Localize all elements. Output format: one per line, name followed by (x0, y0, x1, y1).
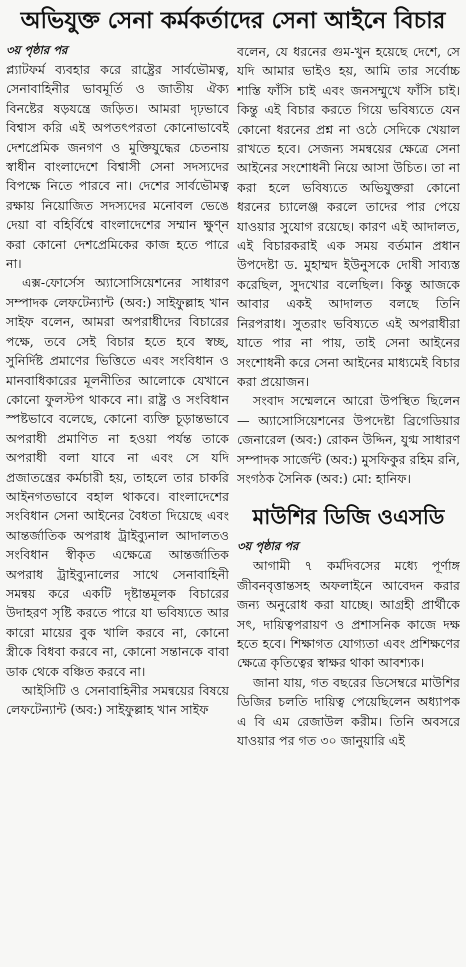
paragraph: আইসিটি ও সেনাবাহিনীর সমন্বয়ের বিষয়ে লেফটেন্যান্ট (অব:) সাইফুল্লাহ খান সাইফ (6, 683, 229, 718)
paragraph: সংবাদ সম্মেলনে আরো উপস্থিত ছিলেন— অ্যাসোসিয়েশনের উপদেষ্টা ব্রিগেডিয়ার জেনারেল (অব:) রোকন উদ্দিন, যুগ্ম সাধারণ সম্পাদক সার্জেন্ট (অব:) মুসফিকুর রহিম রনি, সংগঠক সৈনিক (অব:) মো: হানিফ। (237, 393, 460, 486)
paragraph: এক্স-ফোর্সেস অ্যাসোসিয়েশনের সাধারণ সম্পাদক লেফটেন্যান্ট (অব:) সাইফুল্লাহ খান সাইফ বলেন, আমরা অপরাধীদের বিচারের পক্ষে, তবে সেই বিচার হতে হবে স্বচ্ছ, সুনির্দিষ্ট প্রমাণের ভিত্তিতে এবং সংবিধান ও মানবাধিকারের মূলনীতির আলোকে যেখানে কোনো ফুলস্টপ থাকবে না। রাষ্ট্র ও সংবিধান স্পষ্টভাবে বলেছে, কোনো ব্যক্তি চূড়ান্তভাবে অপরাধী প্রমাণিত না হওয়া পর্যন্ত তাকে অপরাধী বলা যাবে না এবং সে যদি প্রজাতন্ত্রের কর্মচারী হয়, তাহলে তার চাকরি আইনগতভাবে বহাল থাকবে। বাংলাদেশের সংবিধান সেনা আইনের বৈধতা দিয়েছে এবং আন্তর্জাতিক অপরাধ ট্রাইব্যুনাল আদালতও সংবিধান স্বীকৃত এক্ষেত্রে আন্তর্জাতিক অপরাধ ট্রাইব্যুনালের সাথে সেনাবাহিনী সমন্বয় করে একটি দৃষ্টান্তমূলক বিচারের উদাহরণ সৃষ্টি করতে পারে যা ভবিষ্যতে আর কারো মায়ের বুক খালি করবে না, কোনো স্ত্রীকে বিধবা করবে না, কোনো সন্তানকে বাবা ডাক থেকে বঞ্চিত করবে না। (6, 275, 229, 679)
article-headline: অভিযুক্ত সেনা কর্মকর্তাদের সেনা আইনে বিচার (20, 7, 446, 34)
left-column (6, 42, 229, 967)
paragraph: জানা যায়, গত বছরের ডিসেম্বরে মাউশির ডিজির চলতি দায়িত্ব পেয়েছিলেন অধ্যাপক এ বি এম রেজাউল করীম। তিনি অবসরে যাওয়ার পর গত ৩০ জানুয়ারি এই (237, 674, 460, 748)
article-columns (6, 42, 460, 967)
right-column (237, 42, 460, 967)
continued-from-label: ৩য় পৃষ্ঠার পর (6, 43, 68, 57)
paragraph: বলেন, যে ধরনের গুম-খুন হয়েছে দেশে, সে যদি আমার ভাইও হয়, আমি তার সর্বোচ্চ শাস্তি ফাঁসি চাই এবং জনসম্মুখে ফাঁসি চাই। কিন্তু এই বিচার করতে গিয়ে ভবিষ্যতে যেন কোনো ধরনের প্রশ্ন না ওঠে সেদিকে খেয়াল রাখতে হবে। সেজন্য সমন্বয়ের ক্ষেত্রে সেনা আইনের সংশোধনী নিয়ে আসা উচিত। তা না করা হলে ভবিষ্যতে অভিযুক্তরা কোনো ধরনের চ্যালেঞ্জ করলে তাদের পার পেয়ে যাওয়ার সুযোগ রয়েছে। কারণ এই আদালত, এই বিচারকরাই এক সময় বর্তমান প্রধান উপদেষ্টা ড. মুহাম্মদ ইউনুসকে দোষী সাব্যস্ত করেছিল, সুদখোর বলেছিল। কিন্তু আজকে আবার একই আদালত বলছে তিনি নিরপরাধ। সুতরাং ভবিষ্যতে এই অপরাধীরা যাতে পার না পায়, তাই সেনা আইনের সংশোধনী করে সেনা আইনের মাধ্যমেই বিচার করা প্রয়োজন। (237, 44, 460, 389)
paragraph: আগামী ৭ কর্মদিবসের মধ্যে পূর্ণাঙ্গ জীবনবৃত্তান্তসহ অফলাইনে আবেদন করার জন্য অনুরোধ করা যাচ্ছে। আগ্রহী প্রার্থীকে সৎ, দায়িত্বপরায়ণ ও প্রশাসনিক কাজে দক্ষ হতে হবে। শিক্ষাগত যোগ্যতা এবং প্রশিক্ষণের ক্ষেত্রে কৃতিত্বের স্বাক্ষর থাকা আবশ্যক। (237, 558, 460, 671)
continued-from-label: ৩য় পৃষ্ঠার পর (237, 539, 299, 554)
paragraph: প্ল্যাটফর্ম ব্যবহার করে রাষ্ট্রের সার্বভৌমত্ব, সেনাবাহিনীর ভাবমূর্তি ও জাতীয় ঐক্য বিনষ্টের ষড়যন্ত্রে জড়িত। আমরা দৃঢ়ভাবে বিশ্বাস করি এই অপতৎপরতা কোনোভাবেই দেশপ্রেমিক জনগণ ও মুক্তিযুদ্ধের চেতনায় স্বাধীন বাংলাদেশে বিশ্বাসী সেনা সদস্যদের বিপক্ষে নিতে পারবে না। দেশের সার্বভৌমত্ব রক্ষায় নিয়োজিত সদস্যদের মনোবল ভেঙে দেয়া বা বহির্বিশ্বে বাংলাদেশের সম্মান ক্ষুণ্ন করা কোনো দেশপ্রেমিকের কাজ হতে পারে না। (6, 62, 229, 272)
second-article-headline: মাউশির ডিজি ওএসডি (252, 504, 445, 530)
